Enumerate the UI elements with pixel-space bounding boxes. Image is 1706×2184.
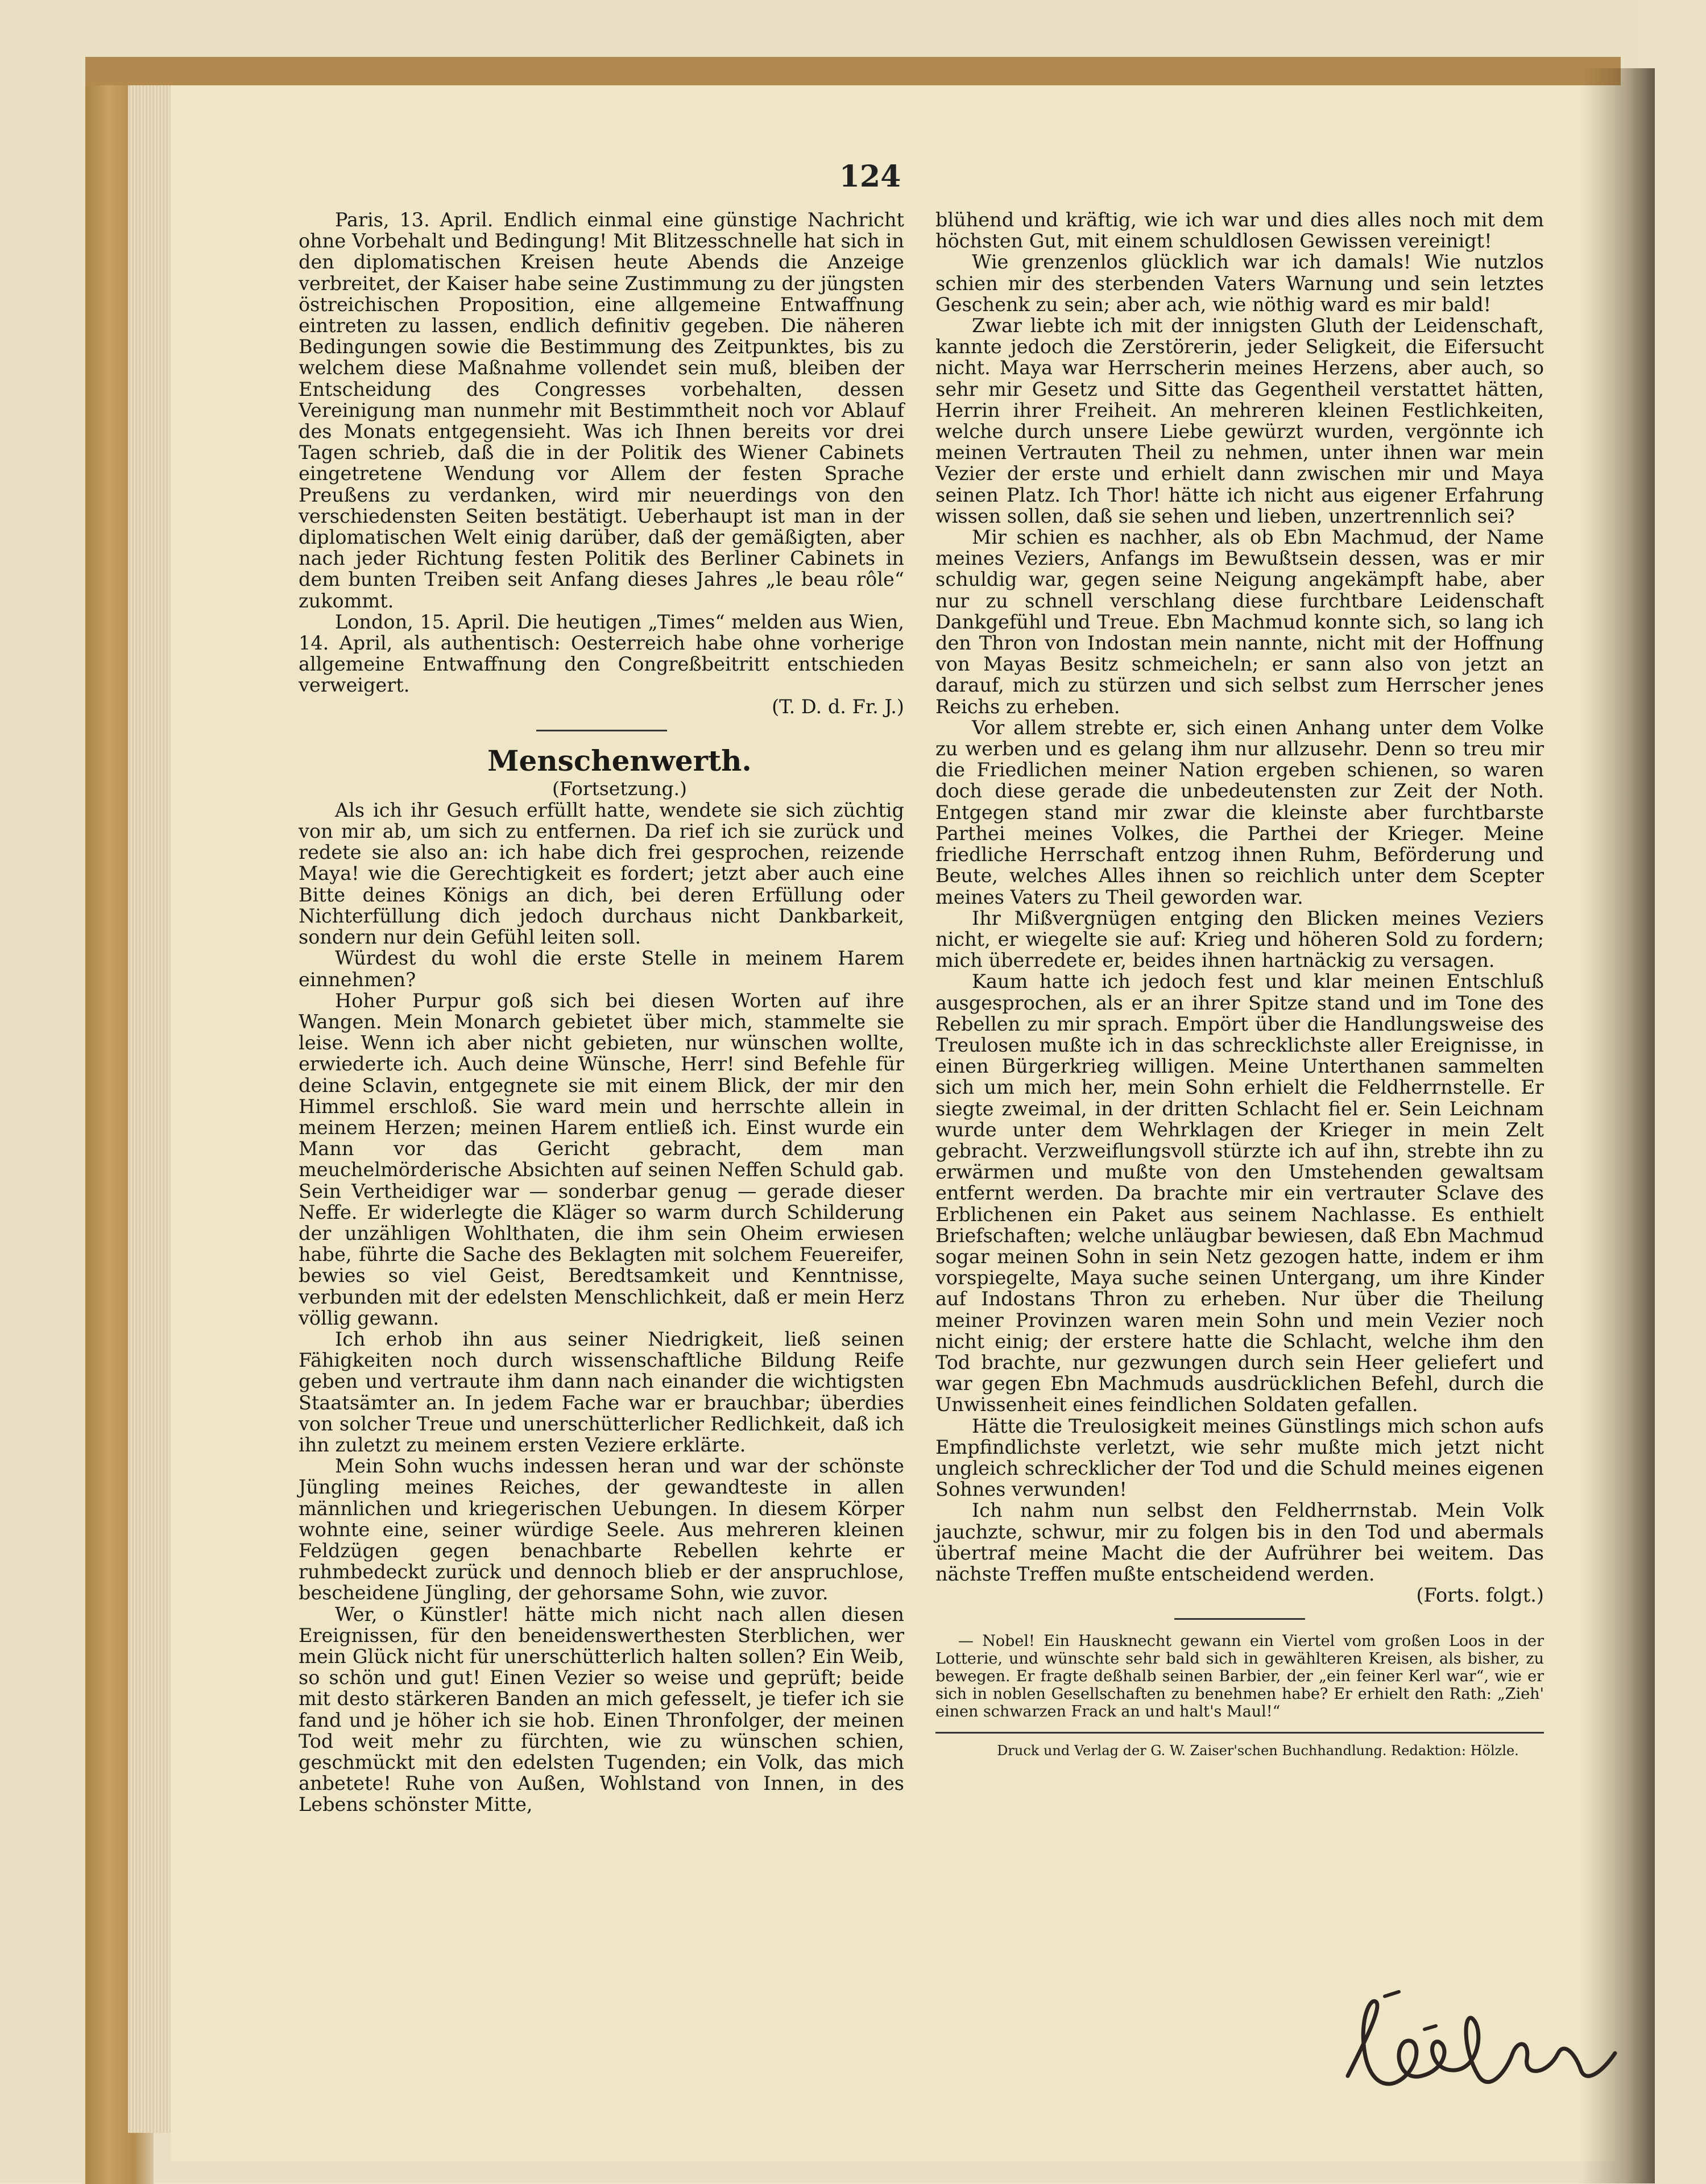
story-paragraph: Ich nahm nun selbst den Feldherrnstab. Mein Volk jauchzte, schwur, mir zu folgen bis in den Tod und abermals übertraf meine Macht die der Aufrührer bei weitem. Das nächste Treffen mußte entscheidend werden.: [935, 1499, 1544, 1585]
left-column: [299, 209, 904, 1815]
section-divider: [536, 730, 667, 731]
article-london-source: (T. D. d. Fr. J.): [772, 695, 904, 718]
anecdote-text: — Nobel! Ein Hausknecht gewann ein Viertel vom großen Loos in der Lotterie, und wünschte sehr bald sich in gewählteren Kreisen, als bisher, zu bewegen. Er fragte deßhalb seinen Barbier, der „ein feiner Kerl war“, wie er sich in noblen Gesellschaften zu benehmen habe? Er erhielt den Rath: „Zieh' einen schwarzen Frack an und halt's Maul!“: [935, 1632, 1544, 1721]
story-paragraph: Hätte die Treulosigkeit meines Günstlings mich schon aufs Empfindlichste verletzt, wie sehr mußte mich jetzt nicht ungleich schrecklicher der Tod und die Schuld meines eigenen Sohnes verwunden!: [935, 1414, 1544, 1501]
page-edges: [128, 85, 173, 2133]
continuation-note: (Forts. folgt.): [1416, 1584, 1544, 1607]
page-number: 124: [839, 159, 901, 194]
right-column: [935, 209, 1544, 1762]
article-london: London, 15. April. Die heutigen „Times“ melden aus Wien, 14. April, als authentisch: Oesterreich habe ohne vorherige allgemeine Entwaffnung den Congreßbeitritt entschieden verweigert.: [299, 610, 904, 697]
article-paris: Paris, 13. April. Endlich einmal eine günstige Nachricht ohne Vorbehalt und Bedingung! Mit Blitzesschnelle hat sich in den diplomatischen Kreisen heute Abends die Anzeige verbreitet, der Kaiser habe seine Zustimmung zu der jüngsten östreichischen Proposition, eine allgemeine Entwaffnung eintreten zu lassen, endlich definitiv gegeben. Die näheren Bedingungen sowie die Bestimmung des Zeitpunktes, bis zu welchem diese Maßnahme vollendet sein muß, bleiben der Entscheidung des Congresses vorbehalten, dessen Vereinigung man nunmehr mit Bestimmtheit noch vor Ablauf des Monats entgegensieht. Was ich Ihnen bereits vor drei Tagen schrieb, daß die in der Politik des Wiener Cabinets eingetretene Wendung vor Allem der festen Sprache Preußens zu verdanken, wird mir neuerdings von den verschiedensten Seiten bestätigt. Ueberhaupt ist man in der diplomatischen Welt einig darüber, daß der gemäßigten, aber nach jeder Richtung festen Politik des Berliner Cabinets in dem bunten Treiben seit Anfang dieses Jahres „le beau rôle“ zukommt.: [299, 209, 904, 612]
story-paragraph: Wie grenzenlos glücklich war ich damals! Wie nutzlos schien mir des sterbenden Vaters Warnung und sein letztes Geschenk zu sein; aber ach, wie nöthig ward es mir bald!: [935, 251, 1544, 316]
gutter-shadow: [1581, 68, 1655, 2183]
section-divider: [1174, 1618, 1305, 1620]
story-paragraph: Würdest du wohl die erste Stelle in meinem Harem einnehmen?: [299, 947, 904, 991]
story-paragraph: Ich erhob ihn aus seiner Niedrigkeit, ließ seinen Fähigkeiten noch durch wissenschaftliche Bildung Reife geben und vertraute ihm dann nach einander die wichtigsten Staatsämter an. In jedem Fache war er brauchbar; überdies von solcher Treue und unerschütterlicher Redlichkeit, daß ich ihn zuletzt zu meinem ersten Veziere erklärte.: [299, 1327, 904, 1456]
story-paragraph: Kaum hatte ich jedoch fest und klar meinen Entschluß ausgesprochen, als er an ihrer Spitze stand und im Tone des Rebellen zu mir sprach. Empört über die Handlungsweise des Treulosen mußte ich in das schrecklichste aller Ereignisse, in einen Bürgerkrieg willigen. Meine Unterthanen sammelten sich um mich her, mein Sohn erhielt die Feldherrnstelle. Er siegte zweimal, in der dritten Schlacht fiel er. Sein Leichnam wurde unter dem Wehrklagen der Krieger in mein Zelt gebracht. Verzweiflungsvoll stürzte ich auf ihn, strebte ihn zu erwärmen und mußte von den Umstehenden gewaltsam entfernt werden. Da brachte mir ein vertrauter Sclave des Erblichenen ein Paket aus seinem Nachlasse. Es enthielt Briefschaften; welche unläugbar bewiesen, daß Ebn Machmud sogar meinen Sohn in sein Netz gezogen hatte, indem er ihm vorspiegelte, Maya suche seinen Untergang, um ihre Kinder auf Indostans Thron zu erheben. Nur über die Theilung meiner Provinzen waren mein Sohn und mein Vezier noch nicht einig; der erstere hatte die Schlacht, welche ihm den Tod brachte, nur gezwungen durch sein Heer geliefert und war gegen Ebn Machmuds ausdrücklichen Befehl, durch die Unwissenheit eines feindlichen Soldaten gefallen.: [935, 970, 1544, 1416]
story-paragraph: Als ich ihr Gesuch erfüllt hatte, wendete sie sich züchtig von mir ab, um sich zu entfernen. Da rief ich sie zurück und redete sie also an: ich habe dich frei gesprochen, reizende Maya! wie die Gerechtigkeit es fordert; jetzt aber auch eine Bitte deines Königs an dich, bei deren Erfüllung oder Nichterfüllung dich jedoch durchaus nicht Dankbarkeit, sondern nur dein Gefühl leiten soll.: [299, 799, 904, 949]
story-paragraph: Vor allem strebte er, sich einen Anhang unter dem Volke zu werben und es gelang ihm nur allzusehr. Denn so treu mir die Friedlichen meiner Nation ergeben schienen, so waren doch diese gerade die unbedeutensten zur Zeit der Noth. Entgegen stand mir zwar die kleinste aber furchtbarste Parthei meines Volkes, die Parthei der Krieger. Meine friedliche Herrschaft entzog ihnen Ruhm, Beförderung und Beute, welches Alles ihnen so reichlich unter dem Scepter meines Vaters zu Theil geworden war.: [935, 716, 1544, 908]
story-paragraph: Mein Sohn wuchs indessen heran und war der schönste Jüngling meines Reiches, der gewandteste in allen männlichen und kriegerischen Uebungen. In diesem Körper wohnte eine, seiner würdige Seele. Aus mehreren kleinen Feldzügen gegen benachbarte Rebellen kehrte er ruhmbedeckt zurück und dennoch blieb er der anspruchlose, bescheidene Jüngling, der gehorsame Sohn, wie zuvor.: [299, 1455, 904, 1604]
book-cover-edge: [85, 57, 1621, 85]
imprint-rule: [935, 1732, 1544, 1734]
story-paragraph: Hoher Purpur goß sich bei diesen Worten auf ihre Wangen. Mein Monarch gebietet über mich, stammelte sie leise. Wenn ich aber nicht gebieten, nur wünschen wollte, erwiederte ich. Auch deine Wünsche, Herr! sind Befehle für deine Sclavin, entgegnete sie mit einem Blick, der mir den Himmel erschloß. Sie ward mein und herrschte allein in meinem Herzen; meinen Harem entließ ich. Einst wurde ein Mann vor das Gericht gebracht, dem man meuchelmörderische Absichten auf seinen Neffen Schuld gab. Sein Vertheidiger war — sonderbar genug — gerade dieser Neffe. Er widerlegte die Kläger so warm durch Schilderung der unzähligen Wohlthaten, die ihm sein Oheim erwiesen habe, führte die Sache des Beklagten mit solchem Feuereifer, bewies so viel Geist, Beredtsamkeit und Kenntnisse, verbunden mit der edelsten Menschlichkeit, daß er mein Herz völlig gewann.: [299, 989, 904, 1329]
story-paragraph: Ihr Mißvergnügen entging den Blicken meines Veziers nicht, er wiegelte sie auf: Krieg und höheren Sold zu fordern; mich überredete er, beides ihnen hartnäckig zu versagen.: [935, 907, 1544, 972]
story-paragraph: Mir schien es nachher, als ob Ebn Machmud, der Name meines Veziers, Anfangs im Bewußtsein dessen, was er mir schuldig war, gegen seine Neigung angekämpft habe, aber nur zu schnell verschlang diese furchtbare Leidenschaft Dankgefühl und Treue. Ebn Machmud konnte sich, so lang ich den Thron von Indostan mein nannte, nicht mit der Hoffnung von Mayas Besitz schmeicheln; er sann also von jetzt an darauf, mich zu stürzen und sich selbst zum Herrscher jenes Reichs zu erheben.: [935, 526, 1544, 718]
handwritten-signature: [1331, 1985, 1626, 2110]
story-title: Menschenwerth.: [487, 743, 752, 777]
story-paragraph: Wer, o Künstler! hätte mich nicht nach allen diesen Ereignissen, für den beneidenswerthesten Sterblichen, wer mein Glück nicht für unerschütterlich halten sollen? Ein Weib, so schön und gut! Einen Vezier so weise und geprüft; beide mit desto stärkeren Banden an mich gefesselt, je tiefer ich sie fand und je höher ich sie hob. Einen Thronfolger, der meinen Tod weit mehr zu fürchten, wie zu wünschen schien, geschmückt mit den edelsten Tugenden; ein Volk, das mich anbetete! Ruhe von Außen, Wohlstand von Innen, in des Lebens schönster Mitte,: [299, 1603, 904, 1816]
story-paragraph: blühend und kräftig, wie ich war und dies alles noch mit dem höchsten Gut, mit einem schuldlosen Gewissen vereinigt!: [935, 209, 1544, 253]
story-subtitle: (Fortsetzung.): [552, 777, 687, 800]
anecdote: [935, 1632, 1544, 1720]
imprint: Druck und Verlag der G. W. Zaiser'schen Buchhandlung. Redaktion: Hölzle.: [997, 1743, 1519, 1759]
story-paragraph: Zwar liebte ich mit der innigsten Gluth der Leidenschaft, kannte jedoch die Zerstörerin, jeder Seligkeit, die Eifersucht nicht. Maya war Herrscherin meines Herzens, aber auch, so sehr mir Gesetz und Sitte das Gegentheil verstattet hätten, Herrin ihrer Freiheit. An mehreren kleinen Festlichkeiten, welche durch unsere Liebe gewürzt wurden, vergönnte ich meinen Vertrauten Theil zu nehmen, unter ihnen war mein Vezier der erste und erhielt dann zwischen mir und Maya seinen Platz. Ich Thor! hätte ich nicht aus eigener Erfahrung wissen sollen, daß sie sehen und lieben, unzertrennlich sei?: [935, 315, 1544, 527]
